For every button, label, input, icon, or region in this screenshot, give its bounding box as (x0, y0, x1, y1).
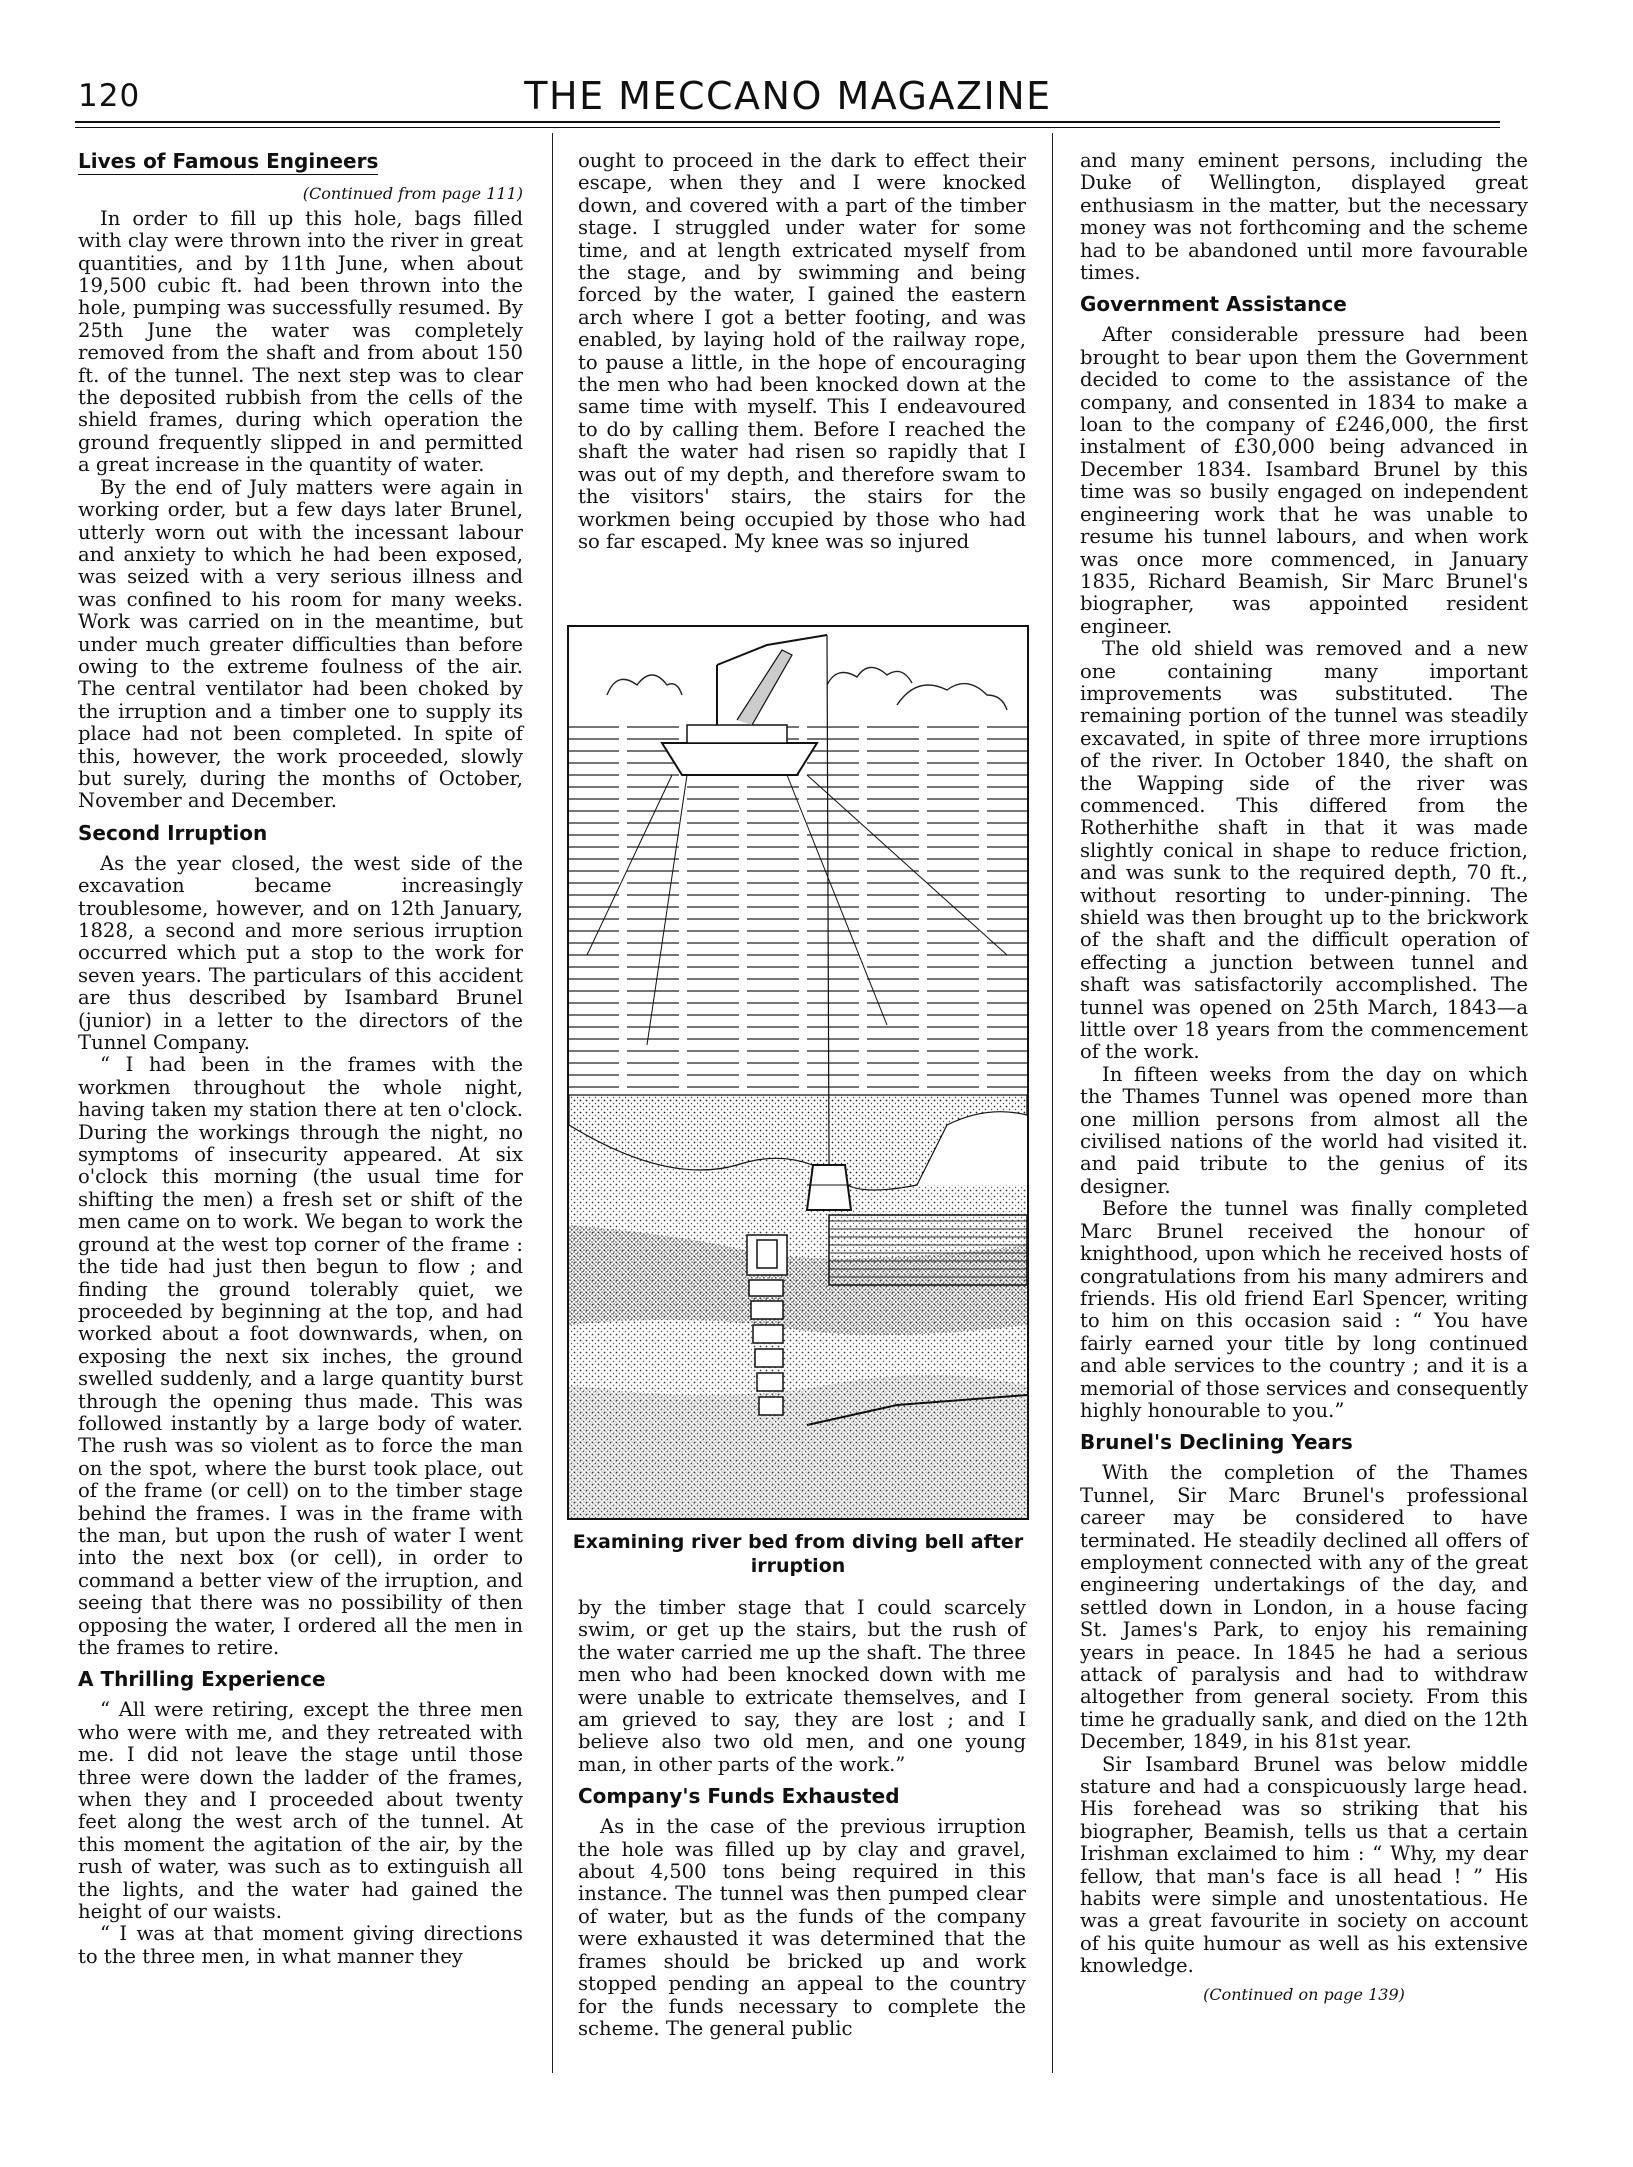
series-title: Lives of Famous Engineers (78, 150, 378, 175)
magazine-title: THE MECCANO MAGAZINE (524, 74, 1052, 118)
paragraph: In fifteen weeks from the day on which the Thames Tunnel was opened more than one million persons from almost all the civilised nations of the world had visited it. and paid tribute to the genius of its designer. (1080, 1062, 1528, 1198)
paragraph: “ I was at that moment giving directions to the three men, in what manner they (78, 1922, 523, 1968)
figure-caption: Examining river bed from diving bell after irruption (572, 1531, 1024, 1577)
header-rule (75, 121, 1500, 123)
section-heading: Government Assistance (1080, 292, 1347, 317)
paragraph: “ I had been in the frames with the workmen throughout the whole night, having taken my station there at ten o'clock. During the workings through the night, no symptoms of insecurity appeared. At six o'clock this morning (the usual time for shifting the men) a fresh set or shift of the men came on to work. We began to work the ground at the west top corner of the frame : the tide had just then begun to flow ; and finding the ground tolerably quiet, we proceeded by beginning at the top, and had worked about a foot downwards, when, on exposing the next six inches, the ground swelled suddenly, and a large quantity burst through the opening thus made. This was followed instantly by a large body of water. The rush was so violent as to force the man on the spot, where the burst took place, out of the frame (or cell) on to the timber stage behind the frames. I was in the frame with the man, but upon the rush of water I went into the next box (or cell), in order to command a better view of the irruption, and seeing that there was no possibility of then opposing the water, I ordered all the men in the frames to retire. (78, 1053, 523, 1659)
column-3 (1080, 150, 1528, 2006)
column-divider (1052, 133, 1053, 2073)
header-rule-thin (75, 127, 1500, 128)
page-header (78, 70, 1498, 122)
column-2-bottom (578, 1597, 1026, 2040)
continued-from: (Continued from page 111) (302, 184, 523, 204)
section-heading: Company's Funds Exhausted (578, 1784, 900, 1809)
column-divider (552, 133, 553, 2073)
column-2-top (578, 150, 1026, 553)
paragraph: Sir Isambard Brunel was below middle stature and had a conspicuously large head. His forehead was so striking that his biographer, Beamish, tells us that a certain Irishman exclaimed to him : “ Why, my dear fellow, that man's face is all head ! ” His habits were simple and unostentatious. He was a great favourite in society on account of his quite humour as well as his extensive knowledge. (1080, 1752, 1528, 1978)
paragraph: In order to fill up this hole, bags filled with clay were thrown into the river in great quantities, and by 11th June, when about 19,500 cubic ft. had been thrown into the hole, pumping was successfully resumed. By 25th June the water was completely removed from the shaft and from about 150 ft. of the tunnel. The next step was to clear the deposited rubbish from the cells of the shield frames, during which operation the ground frequently slipped in and permitted a great increase in the quantity of water. (78, 206, 523, 477)
column-1 (78, 130, 523, 1968)
diving-bell-illustration (567, 625, 1029, 1520)
paragraph: and many eminent persons, including the Duke of Wellington, displayed great enthusiasm in the matter, but the necessary money was not forthcoming and the scheme had to be abandoned until more favourable times. (1080, 149, 1528, 285)
section-heading: Brunel's Declining Years (1080, 1430, 1353, 1455)
section-heading: A Thrilling Experience (78, 1667, 326, 1692)
paragraph: As in the case of the previous irruption the hole was filled up by clay and gravel, about 4,500 tons being required in this instance. The tunnel was then pumped clear of water, but as the funds of the company were exhausted it was determined that the frames should be bricked up and work stopped pending an appeal to the country for the funds necessary to complete the scheme. The general public (578, 1815, 1026, 2040)
paragraph: By the end of July matters were again in working order, but a few days later Brunel, utterly worn out with the incessant labour and anxiety to which he had been exposed, was seized with a very serious illness and was confined to his room for many weeks. Work was carried on in the meantime, but under much greater difficulties than before owing to the extreme foulness of the air. The central ventilator had been choked by the irruption and a timber one to supply its place had not been completed. In spite of this, however, the work proceeded, slowly but surely, during the months of October, November and December. (78, 475, 523, 813)
paragraph: ought to proceed in the dark to effect their escape, when they and I were knocked down, and covered with a part of the timber stage. I struggled under water for some time, and at length extricated myself from the stage, and by swimming and being forced by the water, I gained the eastern arch where I got a better footing, and was enabled, by laying hold of the railway rope, to pause a little, in the hope of encouraging the men who had been knocked down at the same time with myself. This I endeavoured to do by calling them. Before I reached the shaft the water had risen so rapidly that I was out of my depth, and therefore swam to the visitors' stairs, the stairs for the workmen being occupied by those who had so far escaped. My knee was so injured (578, 149, 1026, 553)
paragraph: As the year closed, the west side of the excavation became increasingly troublesome, however, and on 12th January, 1828, a second and more serious irruption occurred which put a stop to the work for seven years. The particulars of this accident are thus described by Isambard Brunel (junior) in a letter to the directors of the Tunnel Company. (78, 851, 523, 1055)
paragraph: by the timber stage that I could scarcely swim, or get up the stairs, but the rush of the water carried me up the shaft. The three men who had been knocked down with me were unable to extricate themselves, and I am grieved to say, they are lost ; and I believe also two old men, and one young man, in other parts of the work.” (578, 1596, 1026, 1776)
continued-on: (Continued on page 139) (1203, 1984, 1405, 2004)
paragraph: The old shield was removed and a new one containing many important improvements was substituted. The remaining portion of the tunnel was steadily excavated, in spite of three more irruptions of the river. In October 1840, the shaft on the Wapping side of the river was commenced. This differed from the Rotherhithe shaft in that it was made slightly conical in shape to reduce friction, and was sunk to the required depth, 70 ft., without resorting to under-pinning. The shield was then brought up to the brickwork of the shaft and the difficult operation of effecting a junction between tunnel and shaft was satisfactorily accomplished. The tunnel was opened on 25th March, 1843—a little over 18 years from the commencement of the work. (1080, 637, 1528, 1064)
paragraph: After considerable pressure had been brought to bear upon them the Government decided to come to the assistance of the company, and consented in 1834 to make a loan to the company of £246,000, the first instalment of £30,000 being advanced in December 1834. Isambard Brunel by this time was so busily engaged on independent engineering work that he was unable to resume his tunnel labours, and when work was once more commenced, in January 1835, Richard Beamish, Sir Marc Brunel's biographer, was appointed resident engineer. (1080, 323, 1528, 638)
paragraph: Before the tunnel was finally completed Marc Brunel received the honour of knighthood, upon which he received hosts of congratulations from his many admirers and friends. His old friend Earl Spencer, writing to him on this occasion said : “ You have fairly earned your title by long continued and able services to the country ; and it is a memorial of those services and consequently highly honourable to you.” (1080, 1197, 1528, 1422)
paragraph: With the completion of the Thames Tunnel, Sir Marc Brunel's professional career may be considered to have terminated. He steadily declined all offers of employment connected with any of the great engineering undertakings of the day, and settled down in London, in a house facing St. James's Park, to enjoy his remaining years in peace. In 1845 he had a serious attack of paralysis and had to withdraw altogether from general society. From this time he gradually sank, and died on the 12th December, 1849, in his 81st year. (1080, 1461, 1528, 1754)
page-number: 120 (78, 78, 141, 114)
section-heading: Second Irruption (78, 820, 268, 845)
paragraph: “ All were retiring, except the three men who were with me, and they retreated with me. I did not leave the stage until those three were down the ladder of the frames, when they and I proceeded about twenty feet along the west arch of the tunnel. At this moment the agitation of the air, by the rush of water, was such as to extinguish all the lights, and the water had gained the height of our waists. (78, 1698, 523, 1924)
